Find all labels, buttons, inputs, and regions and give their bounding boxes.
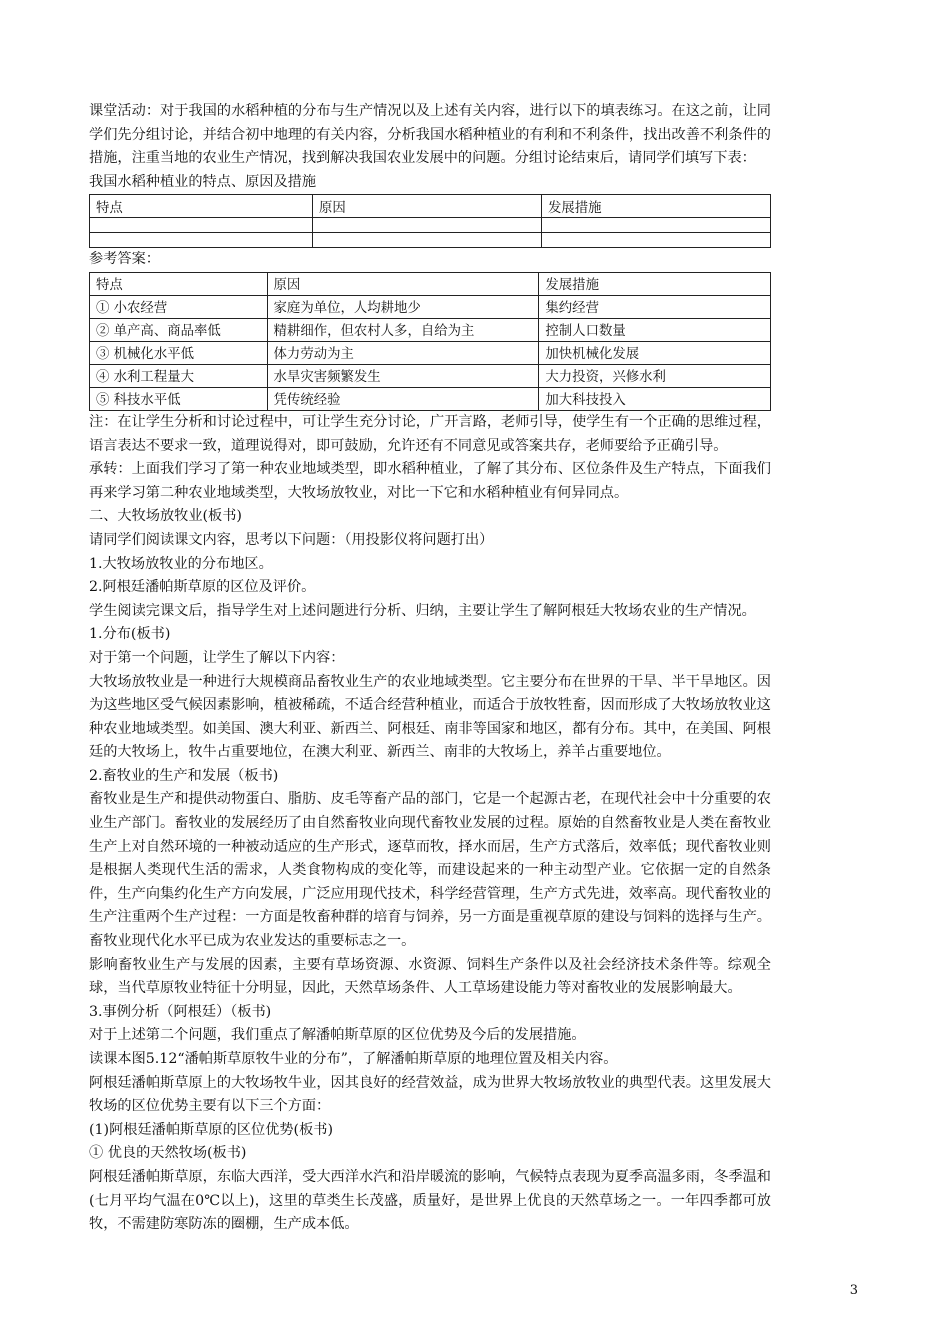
table-cell: ④ 水利工程量大: [90, 364, 268, 387]
question-item: 2.阿根廷潘帕斯草原的区位及评价。: [89, 579, 316, 596]
header-cell: 发展措施: [539, 272, 771, 295]
subheading: 2.畜牧业的生产和发展（板书): [89, 767, 279, 784]
table-cell: 体力劳动为主: [267, 341, 539, 364]
subheading: ① 优良的天然牧场(板书): [89, 1145, 247, 1162]
table-cell: 凭传统经验: [267, 387, 539, 410]
table-cell: ⑤ 科技水平低: [90, 387, 268, 410]
section-heading: 二、大牧场放牧业(板书): [89, 508, 242, 525]
header-cell: 特点: [90, 195, 313, 218]
table-cell: 集约经营: [539, 295, 771, 318]
table-cell: [313, 218, 542, 233]
table-row: [90, 341, 771, 364]
table-cell: [542, 218, 771, 233]
table-cell: 家庭为单位，人均耕地少: [267, 295, 539, 318]
table-cell: ① 小农经营: [90, 295, 268, 318]
table-cell: 精耕细作，但农村人多，自给为主: [267, 318, 539, 341]
table-cell: 大力投资，兴修水利: [539, 364, 771, 387]
paragraph: 畜牧业是生产和提供动物蛋白、脂肪、皮毛等畜产品的部门，它是一个起源古老，在现代社会中十分重要的农业生产部门。畜牧业的发展经历了由自然畜牧业向现代畜牧业发展的过程。原始的自然畜牧业是人类在畜牧业生产上对自然环境的一种被动适应的生产形式，逐草而牧，择水而居，生产方式落后，效率低；现代畜牧业则是根据人类现代生活的需求，人类食物构成的变化等，而建设起来的一种主动型产业。它依据一定的自然条件，生产向集约化生产方向发展，广泛应用现代技术，科学经营管理，生产方式先进，效率高。现代畜牧业的生产注重两个生产过程：一方面是牧畜种群的培育与饲养，另一方面是重视草原的建设与饲料的选择与生产。畜牧业现代化水平已成为农业发达的重要标志之一。: [89, 791, 771, 950]
question-item: 1.大牧场放牧业的分布地区。: [89, 555, 273, 572]
document-body: [89, 100, 771, 1237]
header-cell: 原因: [313, 195, 542, 218]
table-row: [90, 387, 771, 410]
paragraph-activity: 课堂活动：对于我国的水稻种植的分布与生产情况以及上述有关内容，进行以下的填表练习。在这之前，让同学们先分组讨论，并结合初中地理的有关内容，分析我国水稻种植业的有利和不利条件，找出改善不利条件的措施，注重当地的农业生产情况，找到解决我国农业发展中的问题。分组讨论结束后，请同学们填写下表：: [89, 103, 771, 167]
paragraph: 阿根廷潘帕斯草原，东临大西洋，受大西洋水汽和沿岸暖流的影响，气候特点表现为夏季高温多雨，冬季温和(七月平均气温在0℃以上)，这里的草类生长茂盛，质量好，是世界上优良的天然草场之一。一年四季都可放牧，不需建防寒防冻的圈棚，生产成本低。: [89, 1168, 771, 1233]
subheading: (1)阿根廷潘帕斯草原的区位优势(板书): [89, 1121, 333, 1138]
table-row: [90, 218, 771, 233]
table-cell: [90, 233, 313, 248]
header-cell: 特点: [90, 272, 268, 295]
subheading: 1.分布(板书): [89, 626, 171, 643]
paragraph-note: 注：在让学生分析和讨论过程中，可让学生充分讨论，广开言路，老师引导，使学生有一个正确的思维过程，语言表达不要求一致，道理说得对，即可鼓励，允许还有不同意见或答案共存，老师要给予正确引导。: [89, 413, 771, 454]
answer-label: 参考答案：: [89, 251, 160, 268]
table-cell: [313, 233, 542, 248]
table-header-row: [90, 195, 771, 218]
table-row: [90, 318, 771, 341]
paragraph: 影响畜牧业生产与发展的因素，主要有草场资源、水资源、饲料生产条件以及社会经济技术条件等。综观全球，当代草原牧业特征十分明显，因此，天然草场条件、人工草场建设能力等对畜牧业的发展影响最大。: [89, 956, 771, 997]
table-cell: [90, 218, 313, 233]
table-row: [90, 295, 771, 318]
blank-table: [89, 194, 771, 248]
page-number: 3: [849, 1283, 858, 1298]
paragraph-read: 请同学们阅读课文内容，思考以下问题：（用投影仪将问题打出）: [89, 531, 494, 548]
table-cell: 加快机械化发展: [539, 341, 771, 364]
table-header-row: [90, 272, 771, 295]
paragraph: 读课本图5.12“潘帕斯草原牧牛业的分布”，了解潘帕斯草原的地理位置及相关内容。: [89, 1051, 618, 1067]
paragraph: 对于上述第二个问题，我们重点了解潘帕斯草原的区位优势及今后的发展措施。: [89, 1027, 586, 1044]
paragraph-transition: 承转：上面我们学习了第一种农业地域类型，即水稻种植业，了解了其分布、区位条件及生产特点，下面我们再来学习第二种农业地域类型，大牧场放牧业，对比一下它和水稻种植业有何异同点。: [89, 461, 771, 501]
table-cell: ③ 机械化水平低: [90, 341, 268, 364]
paragraph-guide: 学生阅读完课文后，指导学生对上述问题进行分析、归纳，主要让学生了解阿根廷大牧场农业的生产情况。: [89, 602, 756, 619]
table-cell: 控制人口数量: [539, 318, 771, 341]
table-cell: 加大科技投入: [539, 387, 771, 410]
table-cell: 水旱灾害频繁发生: [267, 364, 539, 387]
answer-table: [89, 272, 771, 411]
paragraph: 阿根廷潘帕斯草原上的大牧场牧牛业，因其良好的经营效益，成为世界大牧场放牧业的典型代表。这里发展大牧场的区位优势主要有以下三个方面：: [89, 1074, 771, 1115]
table-cell: ② 单产高、商品率低: [90, 318, 268, 341]
header-cell: 原因: [267, 272, 539, 295]
table-row: [90, 233, 771, 248]
table-row: [90, 364, 771, 387]
subheading: 3.事例分析（阿根廷）（板书): [89, 1003, 272, 1020]
table-cell: [542, 233, 771, 248]
paragraph: 大牧场放牧业是一种进行大规模商品畜牧业生产的农业地域类型。它主要分布在世界的干旱、半干旱地区。因为这些地区受气候因素影响，植被稀疏，不适合经营种植业，而适合于放牧牲畜，因而形成了大牧场放牧业这种农业地域类型。如美国、澳大利亚、新西兰、阿根廷、南非等国家和地区，都有分布。其中，在美国、阿根廷的大牧场上，牧牛占重要地位，在澳大利亚、新西兰、南非的大牧场上，养羊占重要地位。: [89, 673, 771, 761]
table-title: 我国水稻种植业的特点、原因及措施: [89, 173, 317, 190]
header-cell: 发展措施: [542, 195, 771, 218]
paragraph: 对于第一个问题，让学生了解以下内容：: [89, 649, 345, 666]
